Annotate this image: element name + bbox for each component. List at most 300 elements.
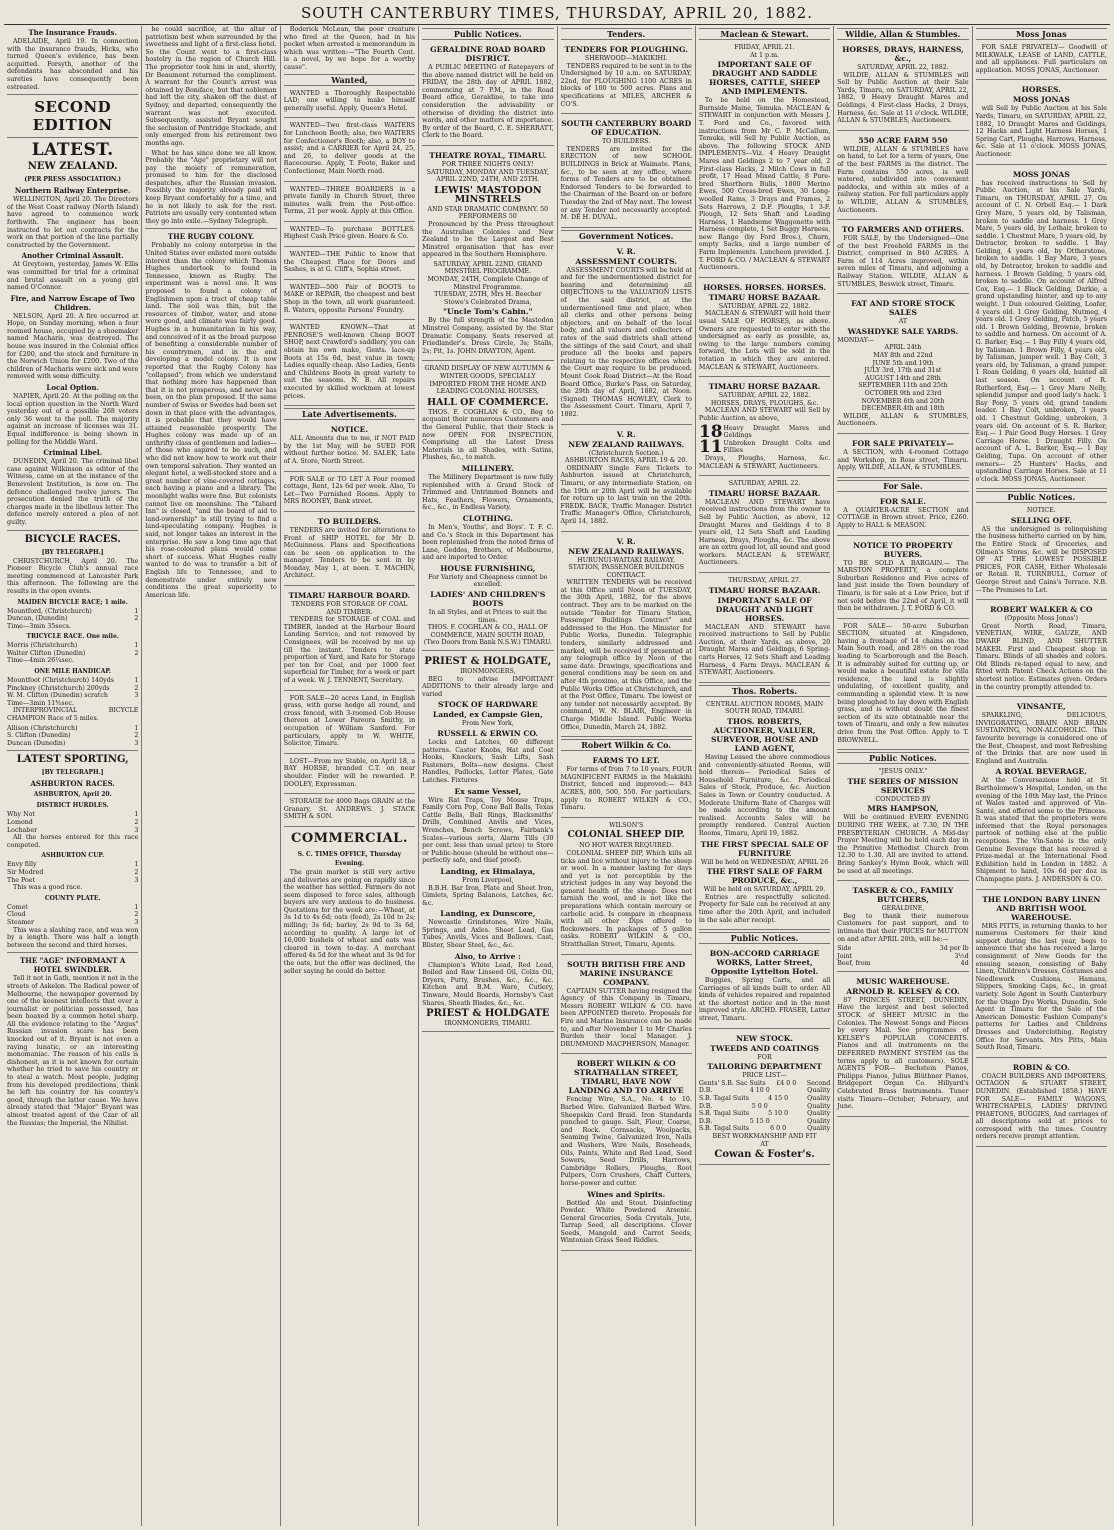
ad-title: Landed, ex Campsie Glen, [432,710,543,720]
shop-ad [837,974,968,1117]
ad-title: Ex same Vessel, [454,786,522,796]
shop-ad [422,363,553,651]
ad-title: MRS HAMPSON, [867,804,939,814]
ad-subtitle: FRIDAY, APRIL 21. [734,44,795,51]
result-row [7,904,138,912]
ad-title: TIMARU HORSE BAZAAR. [708,488,821,498]
price-item: D.B. [698,1087,713,1095]
ad-text: FOR SALE or TO LET A Four roomed cottage, Rent, 12s 6d per week. Also, To Let—Two Furnished Rooms. Apply to MRS ROONEY, Bank street. [283,475,416,506]
ad-subtitle: CONDUCTED BY [875,795,931,803]
price-value: 5 10 0 [768,1110,789,1118]
ad-text: MRS PITTS, in returning thanks to her numerous Customers for their kind support during the last year, begs to announce that she has received a large consignment of New Goods for the ensuing season, consisting of Baby Linen, Children's Dresses, Costumes and Needlework Cushions, Hamans, Slippers, Smoking Caps, &c., in great variety. Sole Agent in South Canterbury for the Otago Dye Works, Dunedin. Sole Agent in Timaru for the Sale of the American Domestic Fashion Company's patterns for Ladies and Childrens Dresses and Underclothing. Registry Office for Servants. Mrs Pitts, Main South Road, Timaru. [975,922,1107,1052]
price-item: S.B. Tagal Suits [698,1110,750,1118]
ad-title: Landing, ex Himalaya, [440,866,536,876]
ad-subtitle: SATURDAY, APRIL 22ND, GRAND MINSTREL PROGRAMME. [433,260,543,276]
article-text: This was a good race. [13,884,83,892]
ad-text: Champion's White Lead, Red Lead, Boiled and Raw Linseed Oil, Colza Oil, Dryers, Putty, Brushes, &c., &c., &c. Kitchen and B.M. Ware, Cutlery, Tinware, Mould Boards, Hornsby's Cast Shares, Sheath Blades, &c., &c. [422,961,554,1007]
classified-ad [837,766,968,881]
ad-text: Drays, Ploughs, Harness, &c. MACLEAN & STEWART, Auctioneers. [698,454,831,470]
classified-ad [284,796,415,827]
ad-text: ALL Amounts due to me, if NOT PAID by the 1st May, will be SUED FOR without further notice. M. SALEK, Late of A. Store, North Street. [283,435,416,465]
result-place: 1 [134,724,139,732]
price-item: D.B. [698,1117,713,1125]
ad-subtitle: IRONMONGERS, TIMARU. [444,1020,532,1028]
divider [7,94,138,95]
result-name: Time—3min 11⅘sec. [7,699,74,707]
ad-text: STORAGE for 4000 Bags GRAIN at the Granary, St. ANDREWS. J. STACK SMITH & SON. [283,798,416,821]
auction-ad [976,82,1107,164]
ad-text: By the full strength of the Mastodon Minstrel Company, assisted by the Star Dramatic Company. Seats reserved at Friedlander's. Dress Circle, 3s; Stalls, 2s; Pit, 1s. JOHN DRAYTON, Agent. [422,317,554,355]
ad-subtitle: ASHBURTON RACES, APRIL 19 & 20. [564,457,688,465]
classified-ad [837,538,968,619]
ad-title: HALL OF COMMERCE. [427,396,549,408]
ad-title: Landing, ex Dunscore, [440,909,536,919]
ad-title: TO BUILDERS. [317,516,382,526]
result-name: W. M. Clifton (Dunedin) scratch [7,692,108,700]
price-row [699,1103,830,1111]
classified-ad [284,693,415,754]
classified-ad [284,120,415,181]
classified-ad [561,427,692,532]
classified-ad [284,422,415,471]
divider [145,228,276,229]
result-name: Time—3min 35secs. [7,622,71,630]
result-place: 1 [134,677,139,685]
price-item: S.B. Tagal Suits [698,1125,750,1133]
column-8 [973,26,1110,1526]
ad-text: In Men's, Youths', and Boys'. T. F. C. and Co.'s Stock in this Department has been replenished from the noted firms of Lane, Geddes, Brothers, of Melbourne, and are imported to Order. [422,523,554,562]
auction-ad [699,575,830,683]
ad-subtitle: HORSES, DRAYS, PLOUGHS, &c. [710,399,819,407]
ad-text: COACH BUILDERS AND IMPORTERS, OCTAGON & STUART STREET, DUNEDIN. (Established 1858.) HAVE FOR SALE— FAMILY WAGONS, WHITECHAPELS, LADIES' DRIVING PHAETONS, BUGGIES, And carriages of all descriptions sold at prices to correspond with the times. Country orders receive prompt attention. [975,1072,1107,1141]
classified-ad [561,42,692,114]
dateline: ASHBURTON, April 20. [33,791,112,799]
ad-text: WILDIE, ALLAN & STUMBLES will Sell by Public Auction at their Sale Yards, Timaru, on SATURDAY, APRIL 22, 1882, 9 Heavy Draught Mares and Geldings, 4 First-class Hacks, 2 Drays, Harness, &c. Sale at 11 o'clock. WILDIE, ALLAN & STUMBLES, Auctioneers. [837,71,969,125]
race-title: COUNTY PLATE. [44,894,101,902]
ad-subtitle: FOR THREE NIGHTS ONLY! SATURDAY, MONDAY AND TUESDAY, APRIL 22ND, 24TH, AND 25TH. [426,160,549,184]
section-header: Maclean & Stewart. [699,28,830,40]
price-quality: Quality [807,1110,831,1118]
auction-ad [837,296,968,434]
result-row [7,869,138,877]
ad-title: THOS. ROBERTS, AUCTIONEER, VALUER, SURVEYOR, HOUSE AND LAND AGENT, [710,717,819,753]
result-row [7,608,138,616]
ad-subtitle: SATURDAY, APRIL 22, 1882. [857,64,949,71]
ad-text: A QUARTER-ACRE SECTION and COTTAGE in Brown street. Price, £260. Apply to HALL & MEASON. [837,506,969,529]
result-row [7,877,138,885]
ad-title: TWEEDS AND COATINGS [710,1043,819,1053]
divider [7,137,138,138]
ad-subtitle: From New York, [461,720,514,728]
ad-text: WILDIE, ALLAN & STUMBLES, Auctioneers. [837,412,969,428]
section-header: Public Notices. [837,752,968,764]
headline: THE RUGBY COLONY. [167,232,255,242]
ad-title: NEW ZEALAND RAILWAYS. [568,439,685,449]
result-row [7,732,138,740]
ad-subtitle: "JESUS ONLY." [878,768,928,776]
ad-title: MOSS JONAS [1012,169,1070,179]
ad-text: WRITTEN TENDERS will be received at this Office until Noon of TUESDAY, the 30th April, 1882, for the above contract. They are to be marked on the outside "Tender for Timaru Station, Passenger Buildings Contract" and addressed to the Hon. the Minister for Public Works, Dunedin. Telegraphic tenders, similarly addressed and marked, will be received if presented at any telegraph office by Noon of the same date. Drawings, specifications and general conditions may be seen on and after 4th proximo, at this Office, and the Public Works Office at Christchurch, and at the Post Office, Timaru. The lowest or any tender not necessarily accepted. By command, W. N. BLAIR, Engineer in Charge Middle Island. Public Works Office, Dunedin, March 24, 1882. [560,579,692,731]
ad-subtitle: STATION, PASSENGER BUILDINGS CONTRACT. [568,564,684,579]
price-quality: Quality [807,1117,831,1125]
result-name: Steamer [7,918,35,926]
ad-title: NOTICE TO PROPERTY BUYERS. [853,540,953,559]
price-value: 4d [960,960,969,968]
ad-title: IMPORTANT SALE OF DRAUGHT AND LIGHT HORSES. [715,595,814,623]
result-row [7,650,138,658]
ad-text: will Sell by Public Auction at his Sale Yards, Timaru, on SATURDAY, APRIL 22, 1882, 10 Draught Mares and Geldings, 12 Hacks and Light Harness Horses, 1 Spring Cart, Ploughs, Harrows, Harness, &c. Sale at 11 o'clock. MOSS JONAS, Auctioneer. [975,105,1107,158]
classified-ad [284,249,415,280]
price-quality: Quality [807,1125,831,1133]
ad-text: Buggies, Spring Carts, and all Carriages of all kinds built to order. All kinds of vehicles repaired and repainted at the shortest notice and in the most improved style. ARCHD. FRASER, Latter street, Timaru. [698,977,831,1023]
headline: Fire, and Narrow Escape of Two Children. [10,293,135,312]
shop-ad [976,699,1107,889]
result-place: 3 [134,876,139,884]
classified-ad [284,224,415,247]
ad-title: GERALDINE ROAD BOARD DISTRICT. [430,45,546,63]
classified-ad [561,116,692,228]
ad-title: SOUTH CANTERBURY BOARD OF EDUCATION. [561,119,692,138]
ad-title: THE SERIES OF MISSION SERVICES [847,776,959,795]
ad-text: FOR SALE—20 acres Land, in English grass, with gorse hedge all round, and cross fenced, with 3-roomed Cob House thereon at Lower Pareora Smithy, in occupation of William Sanford. For particulars, apply to W. WHITE, Solicitor, Timaru. [283,694,416,748]
auction-ad [699,478,830,573]
result-name: Duncan (Dunedin) [7,739,66,747]
ad-subtitle: GRAND DISPLAY OF NEW AUTUMN & WINTER GOODS, SPECIALLY IMPORTED FROM THE HOME AND LEADING COLONIAL HOUSES, [424,365,552,396]
ad-subtitle: NO HOT WATER REQUIRED. [579,842,674,850]
ad-subtitle: WILSON'S [609,821,644,829]
section-title: LATEST SPORTING, [16,754,129,766]
sale-date: OCTOBER 9th and 23rd [864,390,942,397]
edition-title: SECOND EDITION [32,98,113,135]
headline: ASHBURTON RACES. [30,779,115,789]
result-place: 1 [134,811,139,819]
ad-text: Will be continued EVERY EVENING DURING THE WEEK, at 7.30, IN THE PRESBYTERIAN CHURCH. A Mid-day Prayer Meeting will be held each day in the Primitive Methodist Church from 12.30 to 1.30. All are invited to attend. Bring Sankey's Hymn Book, which will be used at all meetings. [837,814,969,875]
ad-text: MACLEAN & STEWART will hold their usual SALE OF HORSES, as above. Owners are requested to enter with the undersigned as early as possible, as, owing to the large numbers coming forward, the Lots will be sold in the rotation in which they are entered. MACLEAN & STEWART, Auctioneers. [698,310,831,371]
sale-date: DECEMBER 4th and 18th [861,405,945,413]
race-title: TRICYCLE RACE. One mile. [26,633,119,641]
ad-text: WANTED—Two first-class WAITERS for Luncheon Booth; also, two WAITERS for Confectioner's Booth; also, a BOY to assist; and a CARRIER for April 24, 25, and 26, to deliver goods at the Racecourse. Apply, T. Foote, Baker and Confectioner, Main North road. [283,122,416,175]
ad-title: A ROYAL BEVERAGE. [995,767,1087,777]
ad-title: LEWIS' MASTODON MINSTRELS [434,184,542,205]
ad-title: V. R. [616,429,636,439]
price-value: £4 0 0 [776,1079,797,1087]
ad-title: TIMARU HARBOUR BOARD. [288,591,411,601]
price-item: Side [837,945,852,953]
ad-subtitle: SATURDAY, APRIL 22, 1882. [718,302,811,310]
byline: (PER PRESS ASSOCIATION.) [24,176,121,184]
ad-text: At the Conversazione held at St Bartholomew's Hospital, London, on the evening of the 10th May last, the Prince of Wales tasted and approved of Vin-Santé, and offered some to the Princess. It was stated that the proprietors were informed that the Royal personages partook of nothing else at the public receptions. The Vin-Santé is the only Genuine Beverage that has received a Prize-medal at the International Food Exhibition held in London in 1882. A Shipment to hand, 10s 6d per doz in Champagne pints. J. ANDERSON & CO. [975,777,1107,884]
classified-ad [837,494,968,536]
section-header: For Sale. [837,480,968,492]
ad-title: CLOTHING. [462,513,513,523]
ad-text: MACLEAN AND STEWART will Sell by Public Auction, as above, [698,407,831,422]
article-text: INTERPROVINCIAL BICYCLE CHAMPION Race of 5 miles. [7,707,139,723]
result-row [7,692,138,700]
ad-title: SELLING OFF. [1010,515,1072,525]
ad-title: TASKER & CO., FAMILY BUTCHERS, [852,886,954,905]
ad-text: To be held on the Homestead, Burnside Maine, Temuka. MACLEAN & STEWART in conjunction with Messrs J. T. Ford and Co., favored with instructions from Mr C. P. McCallum, Temuka, will Sell by Public Auction, as above. The following STOCK AND IMPLEMENTS—Viz. 4 Heavy Draught Mares and Geldings 2 to 7 year old, 2 First-class Hacks, 2 Milch Cows in full profit, 17 Head Mixed Cattle, 8 Pure-bred Shorthorn Bulls, 1800 Merino Ewes, 500 Cross-bred Ewes, 30 Long-woolled Rams, 3 Drays and Frames, 2 Sets Harrows, 2 D.F. Ploughs, 1 3-F. Plough, 12 Sets Shaft and Leading Harness, 1 Handsome Waggonette with Harness complete, 1 Set Buggy Harness, new Range (by Ford Bros.), Churn, empty Sacks, and a large number of Farm Implements. Luncheon provided. J. T. FORD & CO. / MACLEAN & STEWART Auctioneers. [698,97,831,272]
classified-ad [561,957,692,1055]
classified-ad [561,753,692,818]
ad-title: THE FIRST SPECIAL SALE OF FURNITURE [700,839,829,858]
ad-subtitle: THOS. F. COGHLAN & CO., HALL OF COMMERCE, MAIN SOUTH ROAD, (Two Doors from Bank N.S.W.) TIMARU. [423,624,552,647]
ad-text: Locks and Latches, 60 different patterns. Castor Knobs, Hat and Coat Hooks, Knockers, Sash Lifts, Sash Fasteners, Bolts—new designs. Chest Handles, Padlocks, Letter Plates, Gate Latches. Fixtures [422,739,554,784]
price-row [837,945,968,953]
race-results [7,608,138,631]
ad-title: TIMARU HORSE BAZAAR. [708,382,821,392]
ad-text: has received instructions to Sell by Public Auction, at his Sale Yards, Timaru, on THURSDAY, APRIL 27, On account of C. N. Orbell Esq.— 1 Dark Grey Mare, 5 years old, by Talisman, broken to saddle and harness. 1 Grey Mare, 5 years old, by Lothair, broken to saddle. 1 Chestnut Mare, 5 years old, by Detractor, broken to saddle. 1 Bay Gelding, 4 years old, by Ottherstone, broken to saddle. 1 Bay Mare, 3 years old, by Detractor, broken to saddle and harness. 1 Brown Gelding, 5 years old, broken to saddle. On account of Alfred Cox, Esq.— 1 Black Gelding, Darkie, a grand upstanding hunter, and up to any weight. 1 Dun coloured Gelding, Loafer, 4 years old. 1 Grey Gelding, Nutmeg, 4 years old. 1 Grey Gelding, Patch, 5 years old. 1 Brown Gelding, Brownie, broken to saddle and harness. On account of A. G. Barker, Esq.— 1 Bay Filly 4 years old, by Talisman. 1 Brown Filly, 4 years old, by Talisman, jumper well. 1 Bay Colt, 3 years old, by Talisman, a grand jumper. 1 Roan Gelding, 6 years old, hunted all last season. On account of R. Rutherford, Esq.— 1 Grey Mare Nelly, splendid jumper and good lady's hack. 1 Bay Pony, 5 years old, grand tandem leader. 1 Bay Colt, unbroken, 3 years old. 1 Chestnut Gelding, unbroken, 3 years old. On account of S. R. Barker, Esq.— 1 Pair Good Bugy Horses. 1 Grey Carriage Horse. 1 Draught Filly. On account of A. L. Barker, Esq.— 1 Bay Gelding, Tupa. On account of other owners— 25 Hunters' Hacks, and upstanding Carriage Horses. Sale at 11 o'clock. MOSS JONAS, Auctioneer. [975,179,1107,483]
ad-title: FARMS TO LET. [592,756,660,766]
classified-ad [837,436,968,478]
theatre-ad [422,148,553,361]
price-row [699,1110,830,1118]
sale-date: SEPTEMBER 11th and 25th [858,382,948,390]
ad-title: RUSSELL & ERWIN CO. [437,729,539,738]
ad-title: LADIES' AND CHILDREN'S BOOTS [430,590,546,609]
classified-ad [284,514,415,586]
race-results [7,811,138,834]
result-name: Duncan, (Dunedin) [7,615,68,623]
ad-title: BON-ACCORD CARRIAGE WORKS, Latter Street, Opposite Lyttelton Hotel. [709,949,820,977]
result-place: 2 [134,615,139,623]
columns [4,26,1110,1526]
ad-title: FOR SALE. [879,496,926,506]
lot-text: Heavy Draught Mares and Geldings [723,424,831,440]
result-place: 3 [134,739,139,747]
section-header: Public Notices. [699,932,830,944]
section-header: Late Advertisements. [284,408,415,420]
race-title: ONE MILE HANDICAP. [34,668,111,676]
section-header: Public Notices. [976,491,1107,503]
ad-title: VINSANTE, [1016,702,1066,712]
ad-text: TO BE SOLD A BARGAIN.— The MARSTON PROPERTY, a complete Suburban Residence and Five acres of land just inside the Town boundary of Timaru, is for sale at a Low Price, but if not sold before the 22nd of April, it will then be withdrawn. J. T. FORD & CO. [837,559,969,613]
result-place: 2 [134,819,139,826]
ad-title: FOR SALE PRIVATELY— [852,438,954,448]
ad-text: TENDERS are invited for alterations to Front of SHIP HOTEL for Mr D. McGuinness. Plans and Specifications can be seen on application to the manager. Tenders to be sent in by Monday, May 1, at noon. T. MACHIN, Architect. [283,526,416,580]
result-place: 2 [134,911,139,919]
ad-title: MILLINERY. [461,463,514,473]
result-place: 1 [134,861,139,869]
ad-text: 87 PRINCES STREET, DUNEDIN, Have the largest and best selected STOCK of SHEET MUSIC in the Colonies. The Newest Songs and Pieces by every Mail. See programmes of KELSEY'S POPULAR CONCERTS. Pianos and all instruments on the DEFERRED PAYMENT SYSTEM (as the terms apply to all customers). SOLE AGENTS FOR— Bechstein Pianos, Philipps Pianos, Julius Blüthner Pianos, Bridgeport Organ Co. Hillyard's Celebrated Brass Instruments. Tuner visits Timaru—October, February, and June. [837,996,969,1111]
result-row [7,677,138,685]
ad-title: ASSESSMENT COURTS. [575,256,678,266]
ad-text: SPARKLING, DELICIOUS, INVIGORATING, BRAIN AND BRAIN SUSTAINING, NON-ALCOHOLIC. This favourite beverage is considered one of the Best, Cheapest, and most Refreshing of the Drinks that are now used in England and Australia. [975,712,1107,765]
dateline: S. C. TIMES OFFICE, Thursday Evening. [297,850,402,867]
result-row [7,911,138,919]
ad-title: PRIEST & HOLDGATE, [424,656,552,668]
article-text: Roderick McLean, the poor creature who fired at the Queen, had in his pocket when arrested a memorandum in which was written:—"The Fourth Cent. is a novel, by we hope for a worthy cause". [283,26,416,71]
ad-text: The Millinery Department is now fully replenished with a Grand Stock of Trimmed and Untrimmed Bonnets and Hats, Feathers, Flowers, Ornaments, &c., &c., in Endless Variety. [422,473,554,512]
ad-subtitle: At 1 p.m. [750,51,780,59]
section-header: Tenders. [561,28,692,40]
result-row [7,685,138,693]
result-row [7,725,138,733]
classified-ad [561,244,692,425]
ad-title: ROBERT WALKER & CO [990,605,1093,615]
auction-ad [699,699,830,930]
price-row [699,1095,830,1103]
headline: Northern Railway Enterprise. [14,186,131,196]
sale-date: AUGUST 14th and 28th [865,374,941,382]
ad-subtitle: (Opposite Moss Jonas') [1004,615,1078,623]
result-name: Lochaber [7,826,38,834]
article-text: The grain market is still very active and deliveries are going on rapidly since the weather has settled. Farmers do not seem disposed to force sales, although buyers are very anxious to do business. Quotations for the week are:—Wheat, at 3s 1d to 4s 6d; oats (feed), 2s 10d to 2s; milling; 3s 6d; barley, 2s 9d to 3s 6d, according to quality. A large lot of 16,000 bushels of wheat and oats was cleared in town to-day. A merchant offered 4s 5d for the wheat and 3s 9d for the oats, but the offer was declined, the seller saying he could do better. [283,868,416,975]
result-name: Allison (Christchurch) [7,724,78,732]
result-name: Morris (Christchurch) [7,642,78,650]
ad-title: PRIEST & HOLDGATE [426,1008,550,1020]
article-text: Tell it not in Gath, mention it not in the streets of Askelon. The Radical power of Melbourne, the newspaper governed by one of the keenest intellects that ever a journalist or politician possessed, has been hoaxed by a common hotel sharp. All the evidence relating to the "Argus" Russian invasion scare has been knocked out of it. Bryant is not even a raving lunatic, or an interesting monomaniac. The reason of his calls is dishonest, as it is not known for certain whether he tried to save his country or to steal a watch. Most people, judging from his developed predilections, think he left his country for his country's good, through the latter cause. We have already stated that "Major" Bryant was almost treated agent of the Czar of all the Russias; the Imperial, the Nihilist. [7,975,139,1127]
price-quality: Second [806,1079,831,1087]
ad-text: BEG to advise IMPORTANT ADDITIONS to their already large and varied [422,675,554,698]
race-results [7,677,138,707]
ad-text: Entries are respectfully solicited. Property for Sale can be received at any time after the 20th April, and included in the sale after receipt. [698,893,831,924]
ad-title: IMPORTANT SALE OF DRAUGHT AND SADDLE HORSES, CATTLE, SHEEP AND IMPLEMENTS. [709,60,820,97]
ad-subtitle: TENDERS FOR STORAGE OF COAL AND TIMBER. [291,601,408,616]
ad-title: ROBERT WILKIN & CO STRATHALLAN STREET, TIMARU, HAVE NOW LANDING AND TO ARRIVE [568,1059,684,1096]
ad-title: COLONIAL SHEEP DIP. [567,830,685,841]
ad-text: AS the undersigned is relinquishing the business hitherto carried on by him, the Entire Stock of Groceries, and Oilmen's Stores, &c. will be DISPOSED OF AT THE LOWEST POSSIBLE PRICES, FOR CASH, Either Wholesale or Retail. R. TURNBULL, Corner of George Street and Cains's Terrace. N.B.—The Premises to Let. [975,525,1107,594]
ad-subtitle: (Christchurch Section.) [588,449,664,457]
ad-text: TENDERS are invited for the ERECTION of new SCHOOL BUILDINGS in Brick at Waimate. Plans, &c., to be seen at my office, where forms of Tenders are to be obtained. Endorsed Tenders to be forwarded to the Chairman of the Board on or before Tuesday the 2nd of May next. The lowest or any Tender not necessarily accepted. M. DE H. DUVAL. [560,145,692,222]
price-item: Gents' S.B. Sac Suits [698,1079,766,1087]
lot-text: Unbroken Draught Colts and Fillies [723,439,831,455]
column-2 [142,26,280,1526]
result-place: 2 [134,649,139,657]
race-results [7,904,138,927]
lot-line [698,436,831,457]
column-3 [281,26,419,1526]
ad-title: HORSES. HORSES. HORSES. [703,282,827,292]
price-value: 5 15 0 [749,1117,770,1125]
result-place: 2 [134,868,139,876]
result-place: 2 [134,684,139,692]
result-name: Time—4min 26¼sec. [7,657,74,665]
result-row [7,623,138,631]
section-title: NEW ZEALAND. [27,161,118,173]
classified-ad [561,820,692,955]
price-value: 6 0 0 [770,1125,787,1133]
ad-text: Great North Road, Timaru, VENETIAN, WIRE, GAUZE, AND DWARF BLIND, AND SHUTTER MAKER. First and Cheapest shop in Timaru. Blinds of all shades and colors. Old Blinds re-taped equal to new, and fitted with Patent Check Actions on the shortest notice. Estimates given. Orders in the country promptly attended to. [975,622,1107,691]
classified-ad [284,282,415,320]
byline: [BY TELEGRAPH.] [41,548,104,556]
ad-title: TAILORING DEPARTMENT [707,1062,822,1072]
ad-subtitle: SATURDAY, APRIL 22. [728,480,801,488]
result-name: Pinckney (Christchurch) 200yds [7,684,110,692]
lot-count: 18 [698,421,723,442]
ad-title: V. R. [616,246,636,256]
classified-ad [284,474,415,512]
result-name: Lomond [7,819,33,826]
ad-text: TENDERS for STORAGE of COAL and TIMBER, landed at the Harbour Board Landing Service, and not removed by Consignees, will be received by me up till the instant. Tenders to state proportion of Yard, and Rate for Storage per ton for Coal, and per 1000 feet superficial for Timber, for a week or part of a week. W. J. TENNENT, Secretary. [283,616,416,684]
result-name: Sir Modred [7,868,44,876]
divider [7,530,138,531]
classified-ad [837,621,968,751]
race-title: ASHBURTON CUP. [41,852,105,860]
classified-ad [284,184,415,222]
ad-text: COLONIAL SHEEP DIP, Which kills all ticks and lice without injury to the sheep or wool. In a manner lasting for days and yet is not perceptible by the strictest judges in any way beyond the general health of the sheep. Does not tarnish the wool, and is not like the preparations which contain mercury or carbolic acid. Is compare in cheapness with all other Dips offered to flockowners. In packages of 5 gallon casks. ROBERT WILKIN & CO., Stratthallan Street, Timaru, Agents. [560,849,692,949]
ad-text: FOR SALE, by the Undersigned—One of the best Freehold FARMS in the District, comprised in 840 ACRES. A Farm of 114 Acres improved, within seven miles of Timaru, and adjoining a Railway Station. WILDIE, ALLAN & STUMBLES, Beswick street, Timaru. [837,235,969,288]
byline: [BY TELEGRAPH.] [41,769,104,777]
ad-text: WANTED KNOWN—That at PENROSE'S well-known Cheap BOOT SHOP, next Crawford's saddlery, you can obtain his own make, Gents. lace-up Boots at 15s 6d, best value in town; Ladies equally cheap. Also Ladies, Gents and Childrens Boots in great variety to suit the seasons. N. B. All repairs executed by skilled workmen at lowest prices. [283,324,416,400]
result-row [7,861,138,869]
result-place: 3 [134,918,139,926]
ad-subtitle: NOTICE. [1026,507,1056,515]
ad-text: Having Leased the above commodious and conveniently-situated Rooms, will hold therein— Periodical Sales of Household Furniture, &c. Periodical Sales of Stock, Produce, &c. Auction Sales in Town or Country conducted. A Moderate Uniform Rate of Charges will be made according to the amount realised. Accounts Sales will be promptly rendered. Central Auction Rooms, Timaru, April 19, 1882. [698,754,831,837]
ad-subtitle: SATURDAY, APRIL 22, 1882. [718,392,811,400]
result-row [7,827,138,835]
ad-title: NEW ZEALAND RAILWAYS. [568,546,685,556]
ad-text: ASSESSMENT COURTS will be held at and for the undermentioned district for hearing and determining all OBJECTIONS to the VALUATION LISTS of the said district, at the undermentioned time and place, when all clerks and other persons being objectors, and on behalf of the local body, and all valuers and collectors of rates of the said districts shall attend the sittings of the said Court, and shall produce all the books and papers relating to the respective offices which the Court may require to be produced. Mount Cook Road District—At the Road Board Office, Burke's Pass, on Saturday, the 29th day of April, 1882, at Noon. (Signed) THOMAS HOWLEY, Clerk to the Assessment Court. Timaru, April 7, 1882. [560,266,692,418]
section-header: Wildie, Allan & Stumbles. [837,28,968,40]
result-row [7,657,138,665]
ad-subtitle: Will be held on SATURDAY, APRIL 29. [703,886,826,894]
ad-subtitle: AND STAR DRAMATIC COMPANY. 50 PERFORMERS 50 [427,205,549,221]
ad-text: CAPTAIN SUTTER having resigned the Agency of this Company in Timaru, Messrs ROBERT WILKIN & CO. have been APPOINTED thereto. Proposals for Fire and Marine Insurance can be made to, and after November 1 to Mr Charles Burden their local Manager. J. DRUMMOND MACPHERSON, Manager. [560,987,692,1048]
sale-date: MAY 8th and 22nd [873,352,933,360]
result-place: 3 [134,692,139,700]
result-name: The Poet [7,876,36,884]
column-7 [834,26,972,1526]
tailor-ad [699,1031,830,1166]
result-name: Mountford, (Christchurch) [7,607,92,615]
ad-subtitle: TUESDAY, 25TH, Mrs H. Beecher Stowe's Celebrated Drama, [434,291,542,306]
ad-text: Wire Rat Traps, Toy Mouse Traps, Family Corn Pop, Cone Ball Balls, Texas Cattle Bells, Ball Rings, Blacksmiths' Drills, Combined Anvils and Vices, Wrenches, Bench Screws, Fairbank's Scales—various sorts, Alarm Tills (30 per cent. less than usual price) to Store or Public-house (should be without one—perfectly safe, and thief proof). [422,796,554,865]
article-text: NAPIER, April 20. At the polling on the local option question in the North Ward yesterday out of a possible 268 voters only 36 went to the poll. The majority against an increase of licenses was 31. Equal indifference is being shown in polling for the Middle Ward. [7,393,139,446]
ad-title: NEW STOCK. [736,1033,794,1043]
sale-date: APRIL 24th [884,344,922,352]
classified-ad [284,322,415,406]
classified-ad [976,42,1107,80]
price-row [699,1080,830,1088]
ad-title: HORSES. [1021,85,1061,95]
ad-text: WANTED—THREE BOARDERS in a private family in Church Street, three minutes walk from the Post-office. Terms, 21 per week. Apply at this Office. [283,185,416,216]
ad-text: For terms of from 7 to 10 years, FOUR MAGNIFICENT FARMS in the Makikihi District, fenced and improved:— 843 ACRES, 800, 500, 550. For particulars, apply to ROBERT WILKIN & CO., Timaru. [560,766,692,812]
result-row [7,811,138,819]
result-name: Cloud [7,911,26,919]
article-text: CHRISTCHURCH, April 20. The Pioneer Bicycle Club's annual race meeting commenced at Lancaster Park this afternoon. The following are the results in the open events. [7,557,139,595]
ad-text: WANTED—THE Public to know that the Cheapest Place for Doors and Sashes, is at G. Cliff's, Sophia street. [283,251,416,274]
race-title: MAIDEN BICYCLE RACE; 1 mile. [17,598,128,606]
classified-ad [284,756,415,794]
shop-ad [976,892,1107,1058]
headline: Another Criminal Assault. [21,251,124,261]
column-1 [4,26,142,1526]
article-text: NELSON, April 20. A fire occurred at Hope, on Sunday morning, when a four roomed house, occupied by a shoemaker named Macharis, was destroyed. The house was insured in the Colonial office for £200, and the stock and furniture in the Norwich Union for £200. Two of the children of Macharis were sick and were removed with some difficulty. [7,312,139,381]
ad-title: NOTICE. [330,425,369,435]
headline: Criminal Libel. [43,448,103,458]
price-value: 3½d [954,952,969,960]
ad-subtitle: AT [898,318,908,326]
ad-text: FOR SALE PRIVATELY— Goodwill of MILKWALK, LEASE of LAND, CATTLE, and all appliances. Full particulars on application. MOSS JONAS, Auctioneer. [975,44,1107,74]
auction-ad [699,280,830,377]
ad-subtitle: SHERWOOD—MAKIKIHI. [584,55,668,62]
price-row [699,1087,830,1095]
ad-text: B.B.H. Bar Iron, Plate and Sheet Iron, Gimlets, Spring Balances, Latches, &c. &c. [422,884,554,907]
section-header: Moss Jonas [976,28,1107,40]
result-row [7,740,138,748]
ad-text: Fencing Wire, S.A., No. 4 to 10. Barbed Wire. Galvanized Barbed Wire. Sheepskin Cord Braid. Iron Standards punched to gauge. Salt, Flour, Coarse, and Rock. Cornsacks, Woolpacks, Seaming Twine, Galvanized Iron, Nails and Washers, Wire Nails, Roseheads, Oils, Paints, White and Red Lead, Seed Sowers, Seed Drills, Harrows, Cambridge Rollers, Ploughs, Root Pulpers, Corn Crushers, Chaff Cutters, horse-power and cutter. [560,1096,692,1187]
ad-title: WASHDYKE SALE YARDS. [847,326,959,336]
result-row [7,919,138,927]
auction-ad [699,42,830,278]
ad-text: A SECTION, with 4-roomed Cottage and Workshop, in Rose street, Timaru. Apply, WILDIE, ALLAN, & STUMBLES. [837,448,969,472]
ad-title: STOCK OF HARDWARE [437,700,538,710]
classified-ad [561,534,692,738]
price-item: S.B. Tagal Suits [698,1095,750,1103]
result-place: 1 [134,642,139,650]
ad-subtitle: From Liverpool, [462,876,514,884]
ad-text: ORDINARY Single Fare Tickets to Ashburton issued at Christchurch, Timaru, or any intermediate Station, on the 19th or 20th April will be available for return up to last train on the 20th. FREDK. BACK, Traffic Manager. District Traffic Manager's Office, Christchurch, April 14, 1882. [560,464,692,525]
